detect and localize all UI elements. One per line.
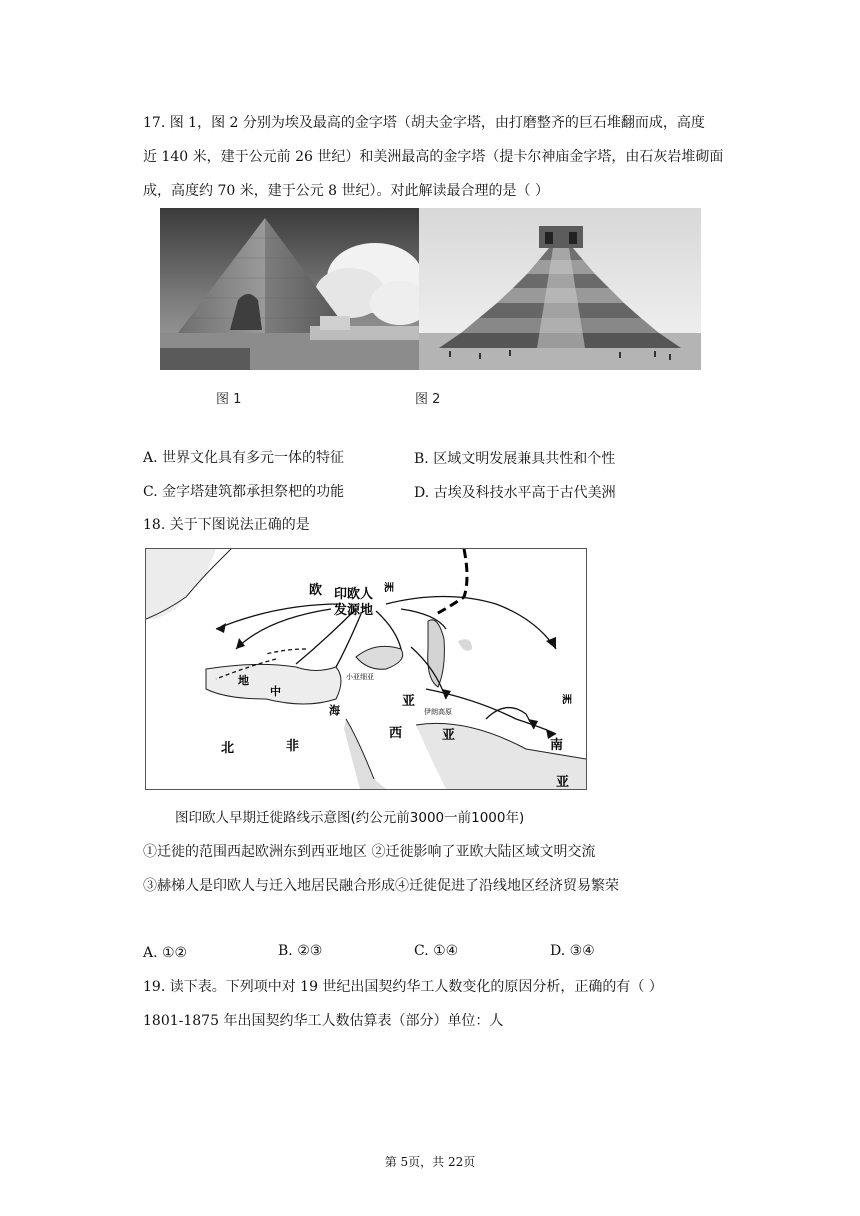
figure2-caption: 图 2 (415, 392, 441, 407)
map-label-bei: 北 (221, 741, 235, 756)
map-label-origin-line2: 发源地 (334, 603, 374, 618)
figure2-american-pyramid-photo (419, 208, 701, 370)
indo-european-migration-map (145, 548, 587, 790)
q18-option-a[interactable]: A. ①② (143, 945, 188, 961)
q17-stem-line2: 近 140 米，建于公元前 26 世纪）和美洲最高的金字塔（提卡尔神庙金字塔，由石灰岩堆砌面 (143, 149, 724, 165)
map-label-hai: 海 (329, 704, 340, 717)
q19-table-title: 1801-1875 年出国契约华工人数估算表（部分）单位：人 (143, 1013, 504, 1029)
q18-statements-line1: ①迁徙的范围西起欧洲东到西亚地区 ②迁徙影响了亚欧大陆区域文明交流 (143, 844, 596, 860)
q17-stem-line3: 成，高度约 70 米，建于公元 8 世纪）。对此解读最合理的是（ ） (143, 183, 549, 199)
map-label-origin-line1: 印欧人 (334, 587, 374, 602)
map-label-zhong: 中 (270, 685, 281, 698)
q18-option-d[interactable]: D. ③④ (550, 943, 595, 959)
map-label-zhou2: 洲 (562, 695, 572, 706)
q17-stem-line1: 17. 图 1，图 2 分别为埃及最高的金字塔（胡夫金字塔，由打磨整齐的巨石堆翻而成，高度 (143, 115, 705, 131)
map-label-xiaoya: 小亚细亚 (346, 673, 374, 681)
map-label-fei: 非 (286, 739, 300, 754)
map-label-ya3: 亚 (556, 775, 570, 790)
map-label-nan: 南 (550, 738, 564, 753)
figure1-khufu-pyramid-photo (160, 208, 419, 370)
map-label-europe: 欧 (309, 583, 323, 598)
q17-option-b[interactable]: B. 区域文明发展兼具共性和个性 (414, 451, 616, 467)
page-footer: 第 5页，共 22页 (384, 1155, 476, 1169)
map-label-zhou: 洲 (384, 583, 394, 594)
q17-option-c[interactable]: C. 金字塔建筑都承担祭杷的功能 (143, 484, 345, 500)
map-label-ya2: 亚 (442, 728, 456, 743)
q18-statements-line2: ③赫梯人是印欧人与迁入地居民融合形成④迁徙促进了沿线地区经济贸易繁荣 (143, 878, 619, 894)
q17-option-d[interactable]: D. 古埃及科技水平高于古代美洲 (414, 485, 616, 501)
q18-option-c[interactable]: C. ①④ (414, 943, 459, 959)
map-label-di: 地 (238, 674, 249, 687)
map-label-yilang: 伊朗高原 (424, 708, 452, 716)
q18-option-b[interactable]: B. ②③ (278, 943, 323, 959)
map-label-xi: 西 (389, 726, 403, 741)
map-caption: 图印欧人早期迁徙路线示意图(约公元前3000一前1000年) (175, 810, 525, 826)
q19-stem: 19. 读下表。下列项中对 19 世纪出国契约华工人数变化的原因分析，正确的有（ ） (143, 979, 663, 995)
figure1-caption: 图 1 (216, 392, 242, 407)
q18-stem: 18. 关于下图说法正确的是 (143, 517, 310, 533)
q17-option-a[interactable]: A. 世界文化具有多元一体的特征 (143, 450, 345, 466)
map-label-ya1: 亚 (402, 694, 416, 709)
